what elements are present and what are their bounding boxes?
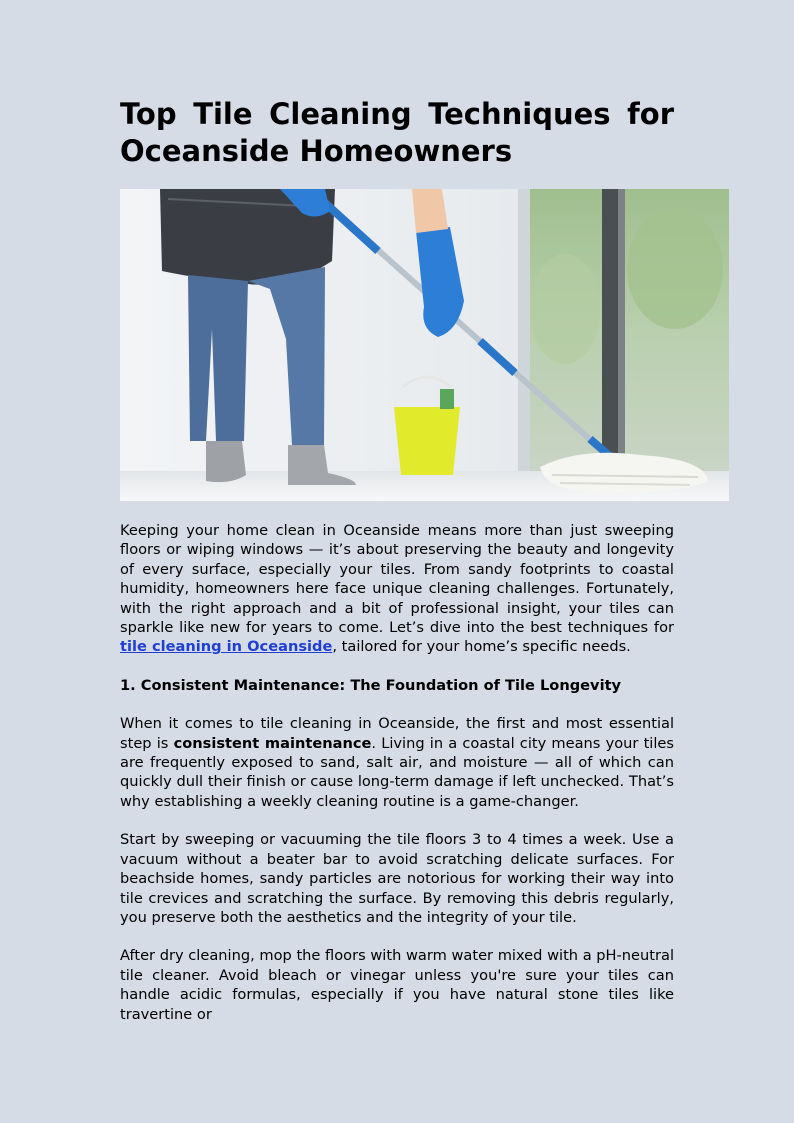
hero-image-mopping — [120, 189, 729, 501]
p1-text-end: . Living in a coastal city means your tiles are frequently exposed to sand, salt air, and moisture — all of which can quickly dull their finish or cause long-term damage if left unchecked. That’s why establishing a weekly cleaning routine is a game-changer. — [120, 734, 674, 810]
p1-text: When it comes to tile cleaning in Oceanside, the first and most essential step is — [120, 715, 674, 752]
section-paragraph-1 — [120, 714, 674, 811]
article-body — [120, 521, 674, 1043]
p1-bold-text: consistent maintenance — [173, 734, 372, 752]
section-heading: 1. Consistent Maintenance: The Foundation of Tile Longevity — [120, 676, 622, 694]
intro-text-end: , tailored for your home’s specific needs. — [332, 638, 631, 656]
page-title: Top Tile Cleaning Techniques for Oceanside Homeowners — [120, 97, 674, 168]
section-paragraph-3: After dry cleaning, mop the floors with warm water mixed with a pH-neutral tile cleaner. Avoid bleach or vinegar unless you're sure your tiles can handle acidic formulas, especially if you have natural stone tiles like travertine or — [120, 947, 674, 1023]
section-paragraph-2: Start by sweeping or vacuuming the tile floors 3 to 4 times a week. Use a vacuum without a beater bar to avoid scratching delicate surfaces. For beachside homes, sandy particles are notorious for working their way into tile crevices and scratching the surface. By removing this debris regularly, you preserve both the aesthetics and the integrity of your tile. — [120, 831, 674, 926]
intro-paragraph — [120, 521, 674, 657]
tile-cleaning-link[interactable]: tile cleaning in Oceanside — [120, 638, 333, 656]
intro-text: Keeping your home clean in Oceanside means more than just sweeping floors or wiping windows — it’s about preserving the beauty and longevity of every surface, especially your tiles. From sandy footprints to coastal humidity, homeowners here face unique cleaning challenges. Fortunately, with the right approach and a bit of professional insight, your tiles can sparkle like new for years to come. Let’s dive into the best techniques for — [120, 522, 674, 637]
